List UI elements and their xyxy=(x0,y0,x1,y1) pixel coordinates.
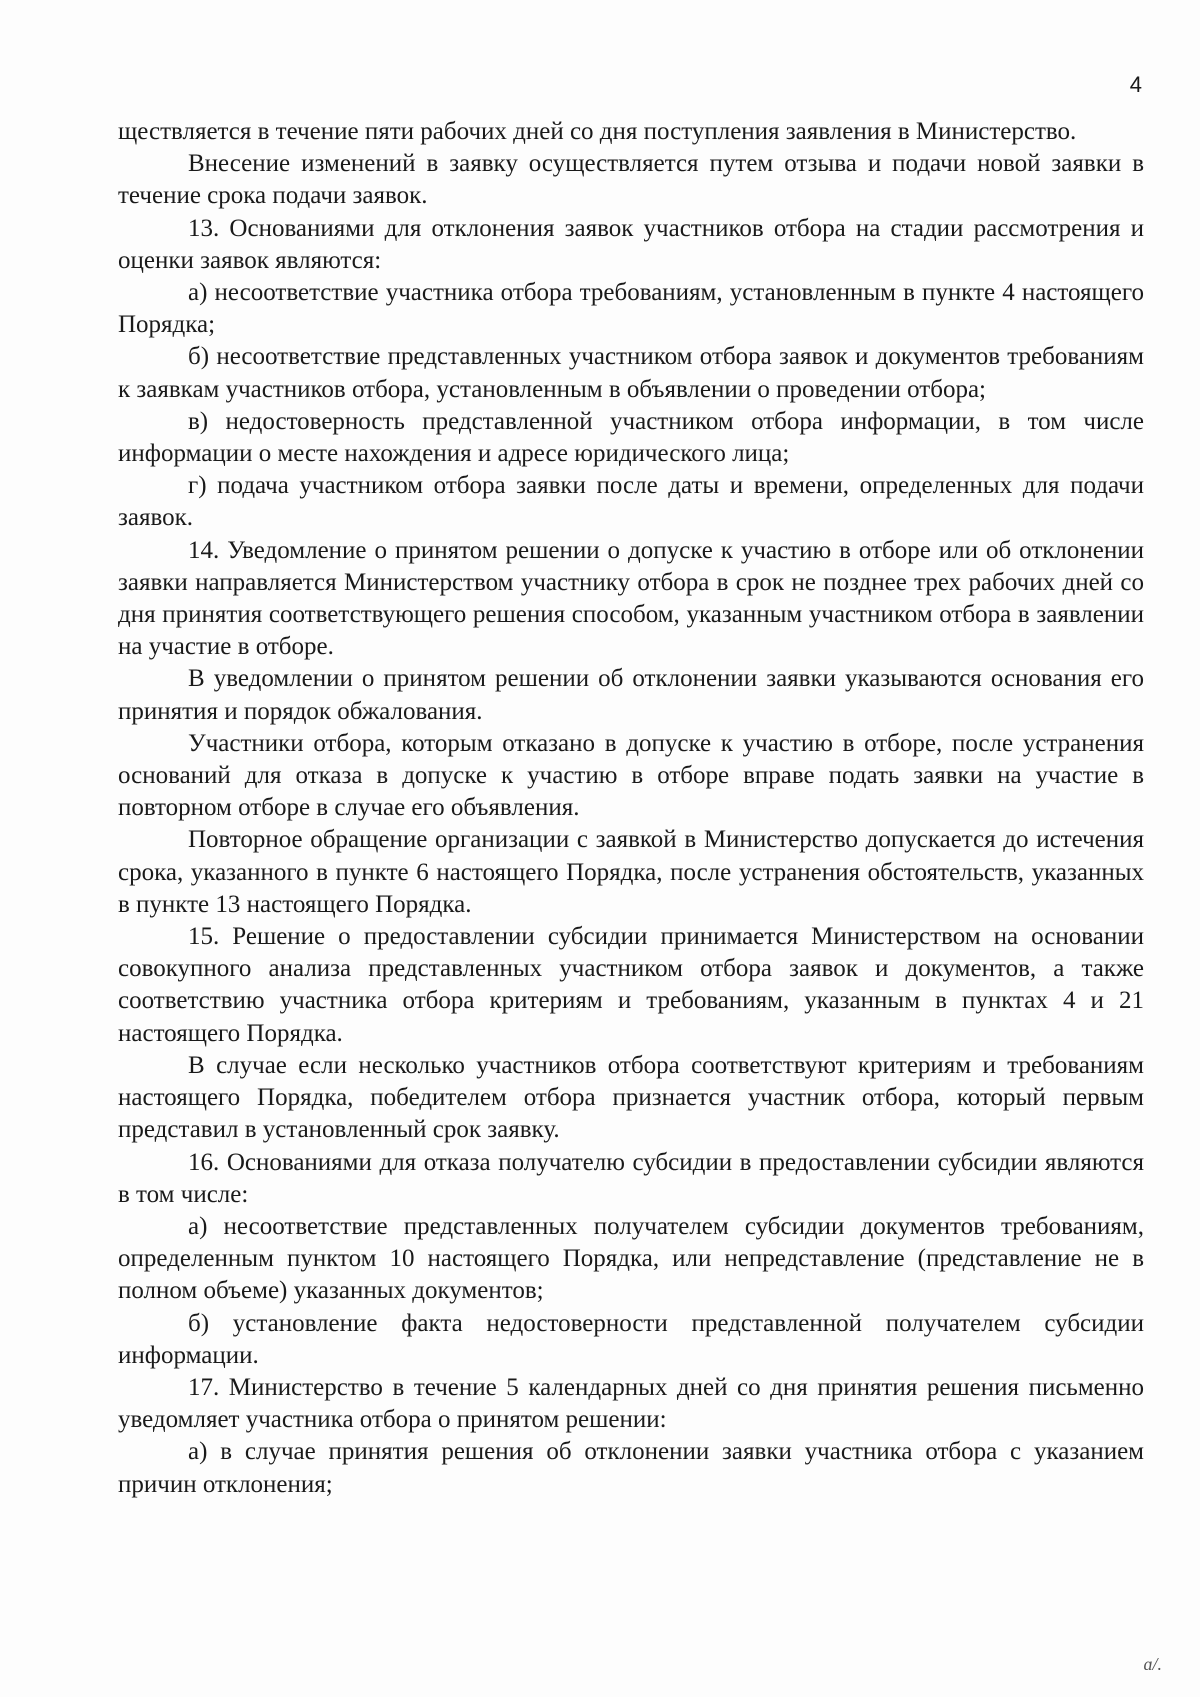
list-item: а) в случае принятия решения об отклонении заявки участника отбора с указанием причин отклонения; xyxy=(118,1438,1144,1498)
list-item: а) несоответствие участника отбора требованиям, установленным в пункте 4 настоящего Порядка; xyxy=(118,279,1144,339)
paragraph: 14. Уведомление о принятом решении о допуске к участию в отборе или об отклонении заявки направляется Министерством участнику отбора в срок не позднее трех рабочих дней со дня принятия соответствующего решения способом, указанным участником отбора в заявлении на участие в отборе. xyxy=(118,536,1144,661)
list-item: г) подача участником отбора заявки после даты и времени, определенных для подачи заявок. xyxy=(118,472,1144,532)
page-number: 4 xyxy=(1129,72,1142,97)
paragraph: В уведомлении о принятом решении об отклонении заявки указываются основания его принятия и порядок обжалования. xyxy=(118,665,1144,725)
paragraph: Участники отбора, которым отказано в допуске к участию в отборе, после устранения оснований для отказа в допуске к участию в отборе вправе подать заявки на участие в повторном отборе в случае его объявления. xyxy=(118,729,1144,822)
document-body xyxy=(118,116,1144,1501)
scan-mark: ɑ/. xyxy=(1143,1654,1162,1674)
paragraph: 16. Основаниями для отказа получателю субсидии в предоставлении субсидии являются в том числе: xyxy=(118,1148,1144,1208)
paragraph: В случае если несколько участников отбора соответствуют критериям и требованиям настоящего Порядка, победителем отбора признается участник отбора, который первым представил в установленный срок заявку. xyxy=(118,1051,1144,1144)
paragraph: ществляется в течение пяти рабочих дней со дня поступления заявления в Министерство. xyxy=(118,118,1077,145)
list-item: а) несоответствие представленных получателем субсидии документов требованиям, определенным пунктом 10 настоящего Порядка, или непредставление (представление не в полном объеме) указанных документов; xyxy=(118,1212,1144,1305)
list-item: б) несоответствие представленных участником отбора заявок и документов требованиям к заявкам участников отбора, установленным в объявлении о проведении отбора; xyxy=(118,343,1144,403)
paragraph: 15. Решение о предоставлении субсидии принимается Министерством на основании совокупного анализа представленных участником отбора заявок и документов, а также соответствию участника отбора критериям и требованиям, указанным в пунктах 4 и 21 настоящего Порядка. xyxy=(118,923,1144,1047)
list-item: в) недостоверность представленной участником отбора информации, в том числе информации о месте нахождения и адресе юридического лица; xyxy=(118,407,1144,468)
paragraph: 17. Министерство в течение 5 календарных дней со дня принятия решения письменно уведомляет участника отбора о принятом решении: xyxy=(118,1373,1144,1434)
paragraph: Внесение изменений в заявку осуществляется путем отзыва и подачи новой заявки в течение срока подачи заявок. xyxy=(118,150,1144,210)
list-item: б) установление факта недостоверности представленной получателем субсидии информации. xyxy=(118,1309,1144,1369)
paragraph: Повторное обращение организации с заявкой в Министерство допускается до истечения срока, указанного в пункте 6 настоящего Порядка, после устранения обстоятельств, указанных в пункте 13 настоящего Порядка. xyxy=(118,826,1144,918)
paragraph: 13. Основаниями для отклонения заявок участников отбора на стадии рассмотрения и оценки заявок являются: xyxy=(118,214,1144,274)
